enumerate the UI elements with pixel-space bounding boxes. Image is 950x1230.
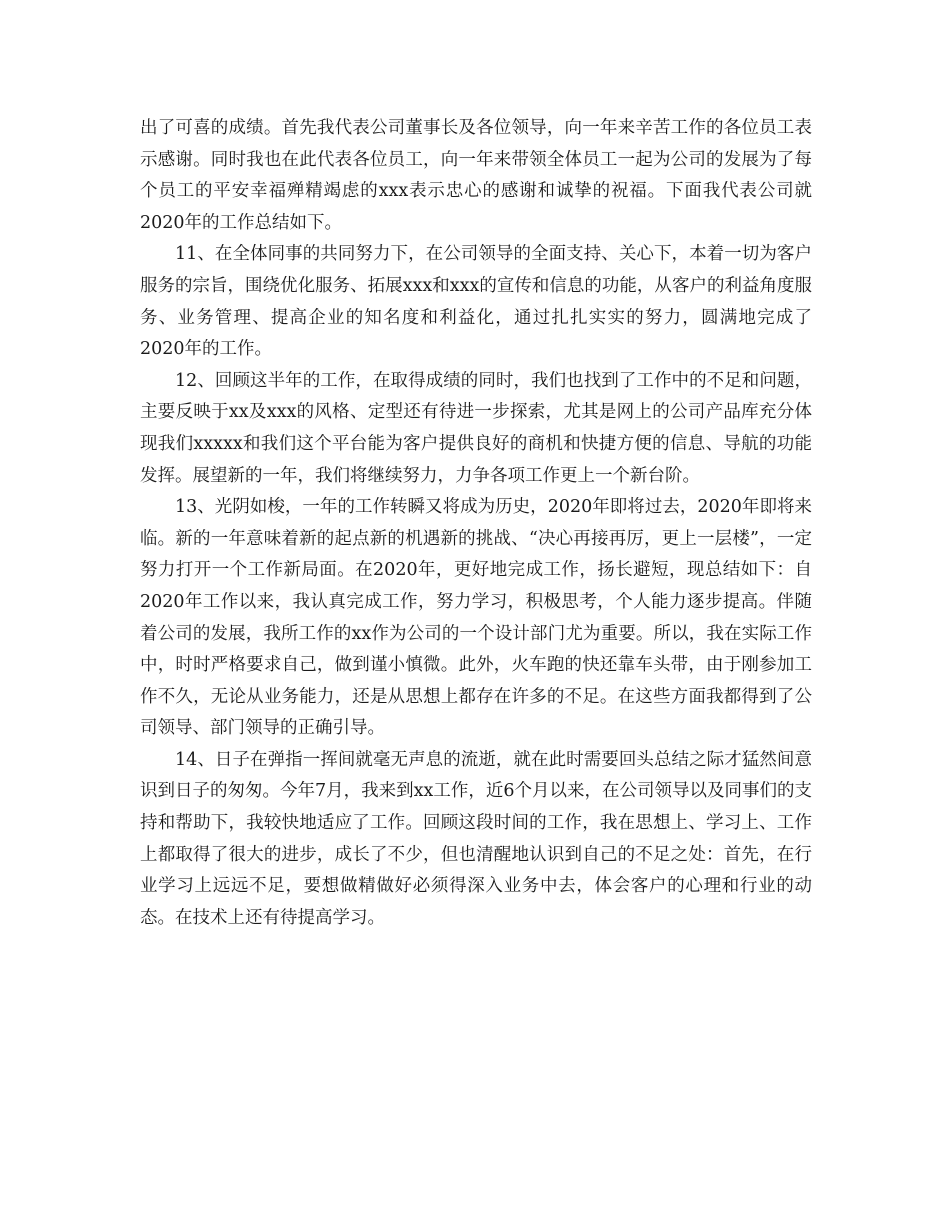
paragraph-13: 13、光阴如梭，一年的工作转瞬又将成为历史，2020年即将过去，2020年即将来临。新的一年意味着新的起点新的机遇新的挑战、“决心再接再厉，更上一层楼”，一定努力打开一个工作新局面。在2020年，更好地完成工作，扬长避短，现总结如下：自2020年工作以来，我认真完成工作，努力学习，积极思考，个人能力逐步提高。伴随着公司的发展，我所工作的xx作为公司的一个设计部门尤为重要。所以，我在实际工作中，时时严格要求自己，做到谨小慎微。此外，火车跑的快还靠车头带，由于刚参加工作不久，无论从业务能力，还是从思想上都存在许多的不足。在这些方面我都得到了公司领导、部门领导的正确引导。 [140, 497, 812, 739]
document-body [140, 113, 812, 934]
paragraph-12: 12、回顾这半年的工作，在取得成绩的同时，我们也找到了工作中的不足和问题，主要反映于xx及xxx的风格、定型还有待进一步探索，尤其是网上的公司产品库充分体现我们xxxxx和我们这个平台能为客户提供良好的商机和快捷方便的信息、导航的功能发挥。展望新的一年，我们将继续努力，力争各项工作更上一个新台阶。 [140, 370, 812, 486]
paragraph-11: 11、在全体同事的共同努力下，在公司领导的全面支持、关心下，本着一切为客户服务的宗旨，围绕优化服务、拓展xxx和xxx的宣传和信息的功能，从客户的利益角度服务、业务管理、提高企业的知名度和利益化，通过扎扎实实的努力，圆满地完成了2020年的工作。 [140, 244, 812, 360]
paragraph-intro-continuation: 出了可喜的成绩。首先我代表公司董事长及各位领导，向一年来辛苦工作的各位员工表示感谢。同时我也在此代表各位员工，向一年来带领全体员工一起为公司的发展为了每个员工的平安幸福殚精竭虑的xxx表示忠心的感谢和诚挚的祝福。下面我代表公司就2020年的工作总结如下。 [140, 118, 812, 233]
paragraph-14: 14、日子在弹指一挥间就毫无声息的流逝，就在此时需要回头总结之际才猛然间意识到日子的匆匆。今年7月，我来到xx工作，近6个月以来，在公司领导以及同事们的支持和帮助下，我较快地适应了工作。回顾这段时间的工作，我在思想上、学习上、工作上都取得了很大的进步，成长了不少，但也清醒地认识到自己的不足之处：首先，在行业学习上远远不足，要想做精做好必须得深入业务中去，体会客户的心理和行业的动态。在技术上还有待提高学习。 [140, 749, 813, 928]
